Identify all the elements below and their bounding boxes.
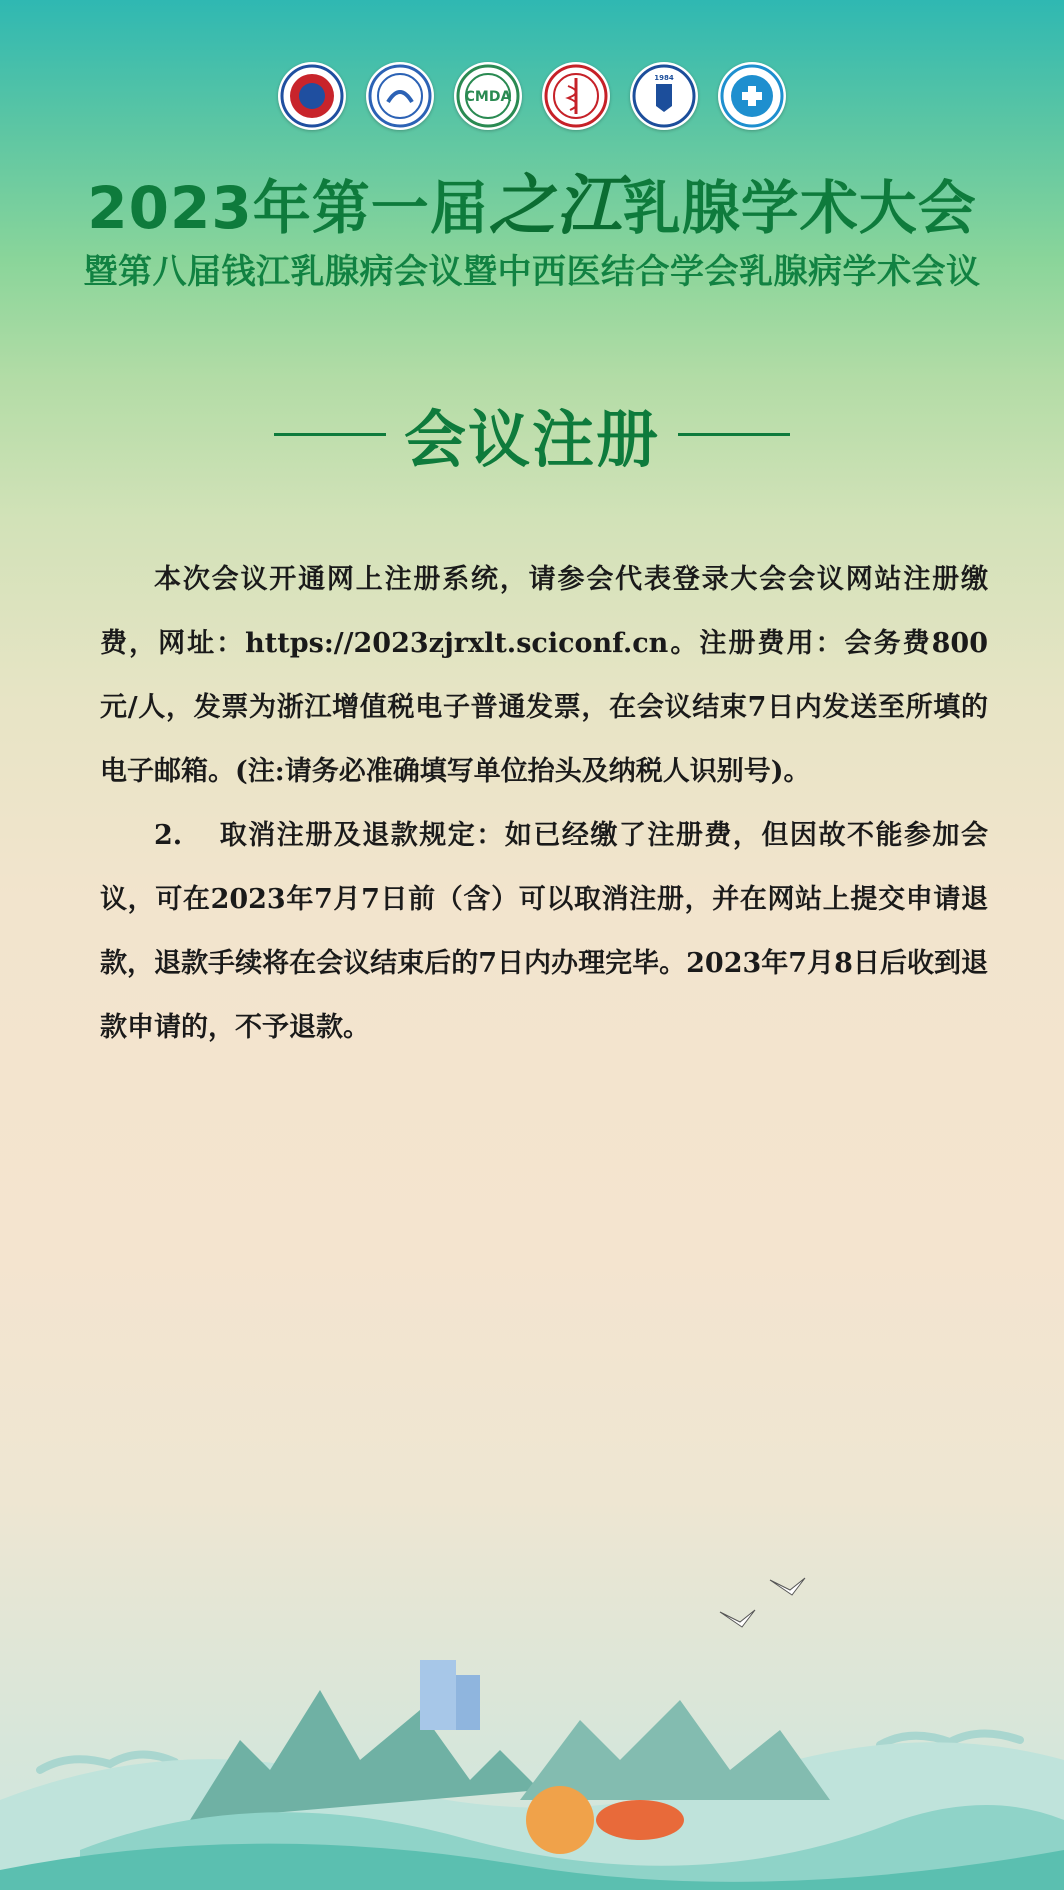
heading-rule-right: [678, 433, 790, 436]
society-logo-1-icon: [278, 62, 346, 130]
section-title: 会议注册: [403, 403, 660, 476]
refund-paragraph: [100, 804, 988, 1060]
conference-subtitle: 暨第八届钱江乳腺病会议暨中西医结合学会乳腺病学术会议: [83, 252, 981, 292]
list-number: 2.: [154, 820, 183, 851]
registration-paragraph: 本次会议开通网上注册系统，请参会代表登录大会会议网站注册缴费，网址：https://2023zjrxlt.sciconf.cn。注册费用：会务费800元/人，发票为浙江增值税电子普通发票，在会议结束7日内发送至所填的电子邮箱。(注:请务必准确填写单位抬头及纳税人识别号)。: [100, 564, 988, 787]
title-rest: 乳腺学术大会: [622, 174, 977, 242]
hospital-1984-logo-icon: [630, 62, 698, 130]
section-heading: [0, 390, 1064, 479]
sponsor-logos: [0, 62, 1064, 130]
cmda-logo-icon: [454, 62, 522, 130]
society-logo-2-icon: [366, 62, 434, 130]
svg-text:1984: 1984: [654, 74, 674, 82]
heading-rule-left: [274, 433, 386, 436]
hospital-cross-logo-icon: [718, 62, 786, 130]
medical-caduceus-logo-icon: [542, 62, 610, 130]
registration-content: [100, 548, 988, 1060]
title-year: 2023年第一届: [87, 174, 489, 242]
conference-title: [0, 152, 1064, 247]
landscape-illustration: [0, 1520, 1064, 1890]
svg-text:CMDA: CMDA: [464, 89, 512, 105]
refund-text: 取消注册及退款规定：如已经缴了注册费，但因故不能参加会议，可在2023年7月7日前（含）可以取消注册，并在网站上提交申请退款，退款手续将在会议结束后的7日内办理完毕。2023年7月8日后收到退款申请的，不予退款。: [100, 820, 988, 1043]
title-brand: 之江: [488, 166, 623, 244]
